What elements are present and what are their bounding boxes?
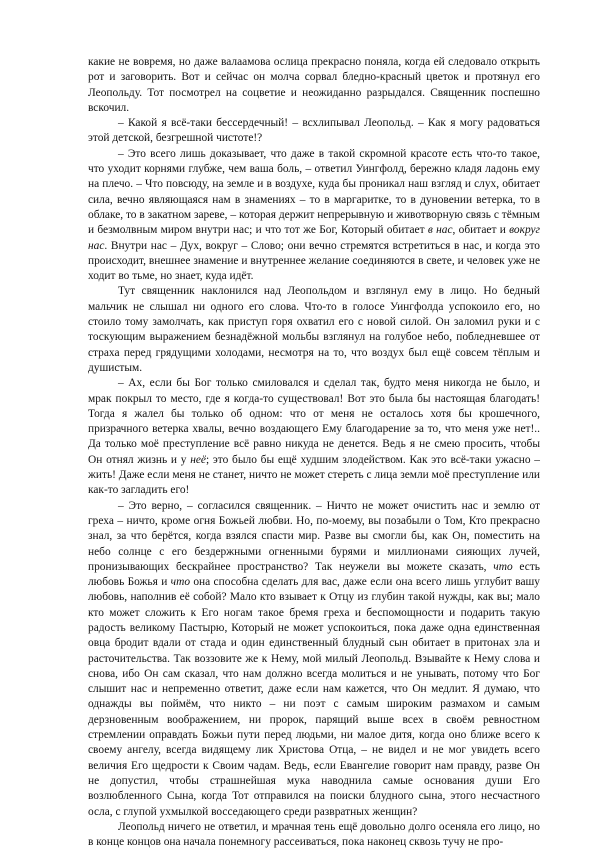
paragraph: [88, 499, 540, 820]
emphasis-text: что: [493, 560, 513, 573]
text-segment: . Внутри нас – Дух, вокруг – Слово; они вечно стремятся встретиться в нас, и когда это происходит, внешнее знамение и внутреннее желание соединяются в свете, и человек уже не ходит во тьме, но знает, куда идёт.: [88, 239, 540, 283]
text-segment: она способна сделать для вас, даже если она всего лишь углубит вашу любовь, наполнив её собой? Мало кто взывает к Отцу из глубин такой нужды, как вы; мало кто может сложить к Его ногам такое бремя греха и беспомощности и подарить такую радость великому Пастырю, Который не может успокоиться, пока даже одна единственная овца бродит вдали от стада и один единственный блудный сын обитает в притонах зла и расточительства. Так воззовите же к Нему, мой милый Леопольд. Взывайте к Нему слова и снова, ибо Он сам сказал, что нам должно всегда молиться и не унывать, потому что Бог слышит нас и непременно ответит, даже если нам кажется, что Он медлит. Я думаю, что однажды вы поймём, что никто – ни поэт с самым широким размахом и самым дерзновенным воображением, ни пророк, парящий выше всех в своём ревностном стремлении оправдать Божьи пути перед людьми, ни малое дитя, когда оно ближе всего к своему ангелу, всегда видящему лик Христова Отца, – не видел и не мог увидеть всего величия Его щедрости к Своим чадам. Ведь, если Евангелие говорит нам правду, разве Он не допустил, чтобы страшнейшая мука наводнила самые основания души Его возлюбленного Сына, когда Тот отправился на поиски блудного сына, этого несчастного осла, с глупой ухмылкой восседающего среди развратных женщин?: [88, 576, 540, 818]
text-segment: Тут священник наклонился над Леопольдом и взглянул ему в лицо. Но бедный мальчик не слышал ни одного его слова. Что-то в голосе Уингфолда успокоило его, но стоило тому замолчать, как приступ горя охватил его с новой силой. Он заломил руки и с тоскующим выражением безнадёжной мольбы взглянул на голубое небо, побледневшее от страха перед грядущими холодами, несмотря на то, что воздух был ещё совсем тёплым и душистым.: [88, 285, 540, 374]
paragraph: [88, 55, 540, 116]
body-text: [88, 55, 540, 850]
text-segment: есть любовь Божья и: [88, 560, 540, 589]
emphasis-text: что: [170, 576, 191, 589]
text-segment: – Ах, если бы Бог только смиловался и сделал так, будто меня никогда не было, и мрак покрыл то место, где я когда-то существовал! Вот это была бы настоящая благодать! Тогда я жалел бы только об одном: что от меня не осталось хотя бы крошечного, призрачного ветерка хвалы, вечно воздающего Ему благодарение за то, что меня уже нет!.. Да только моё преступление всё равно никуда не денется. Ведь я не смею просить, чтобы Он отнял жизнь и у: [88, 377, 540, 466]
emphasis-text: в нас: [427, 224, 453, 237]
paragraph: [88, 820, 540, 850]
text-segment: – Это верно, – согласился священник. – Ничто не может очистить нас и землю от греха – ничто, кроме огня Божьей любви. Но, по-моему, вы позабыли о Том, Кто прекрасно знал, за что берётся, когда взялся спасти мир. Разве вы смогли бы, как Он, поместить на небо солнце с его бездержными огненными бурями и миллионами сияющих лучей, пронизывающих бескрайнее пространство? Так неужели вы можете сказать,: [88, 499, 540, 573]
text-segment: – Какой я всё-таки бессердечный! – всхлипывал Леопольд. – Как я могу радоваться этой детской, безгрешной чистоте!?: [88, 117, 540, 145]
text-segment: Леопольд ничего не ответил, и мрачная тень ещё довольно долго осеняла его лицо, но в конце концов она начала понемногу рассеиваться, пока наконец сквозь тучу не про-: [88, 820, 540, 849]
paragraph: [88, 284, 540, 376]
text-segment: , обитает и: [452, 224, 510, 237]
paragraph: [88, 376, 540, 498]
text-segment: какие не вовремя, но даже валаамова ослица прекрасно поняла, когда ей следовало открыть рот и заговорить. Вот и сейчас он молча сорвал бледно-красный цветок и протянул его Леопольду. Тот посмотрел на соцветие и неожиданно разрыдался. Священник поспешно вскочил.: [88, 56, 540, 114]
emphasis-text: вокруг нас: [88, 224, 540, 252]
emphasis-text: неё: [190, 453, 206, 466]
text-segment: ; это было бы ещё худшим злодейством. Как это всё-таки ужасно – жить! Даже если меня не станет, ничто не может стереть с лица земли моё преступление или как-то загладить его!: [88, 453, 540, 497]
text-segment: – Это всего лишь доказывает, что даже в такой скромной красоте есть что-то такое, что уходит корнями глубже, чем ваша боль, – ответил Уингфолд, бережно кладя ладонь ему на плечо. – Что повсюду, на земле и в воздухе, куда бы проникал наш взгляд и слух, обитает сила, вечно являющаяся нам в знамениях – то в маргаритке, то в дуновении ветерка, то в облаке, то в закатном зареве, – которая держит непрерывную и животворную связь с тёмным и безмолвным миром внутри нас; и что тот же Бог, Который обитает: [88, 147, 540, 237]
paragraph: [88, 116, 540, 147]
paragraph: [88, 147, 540, 285]
